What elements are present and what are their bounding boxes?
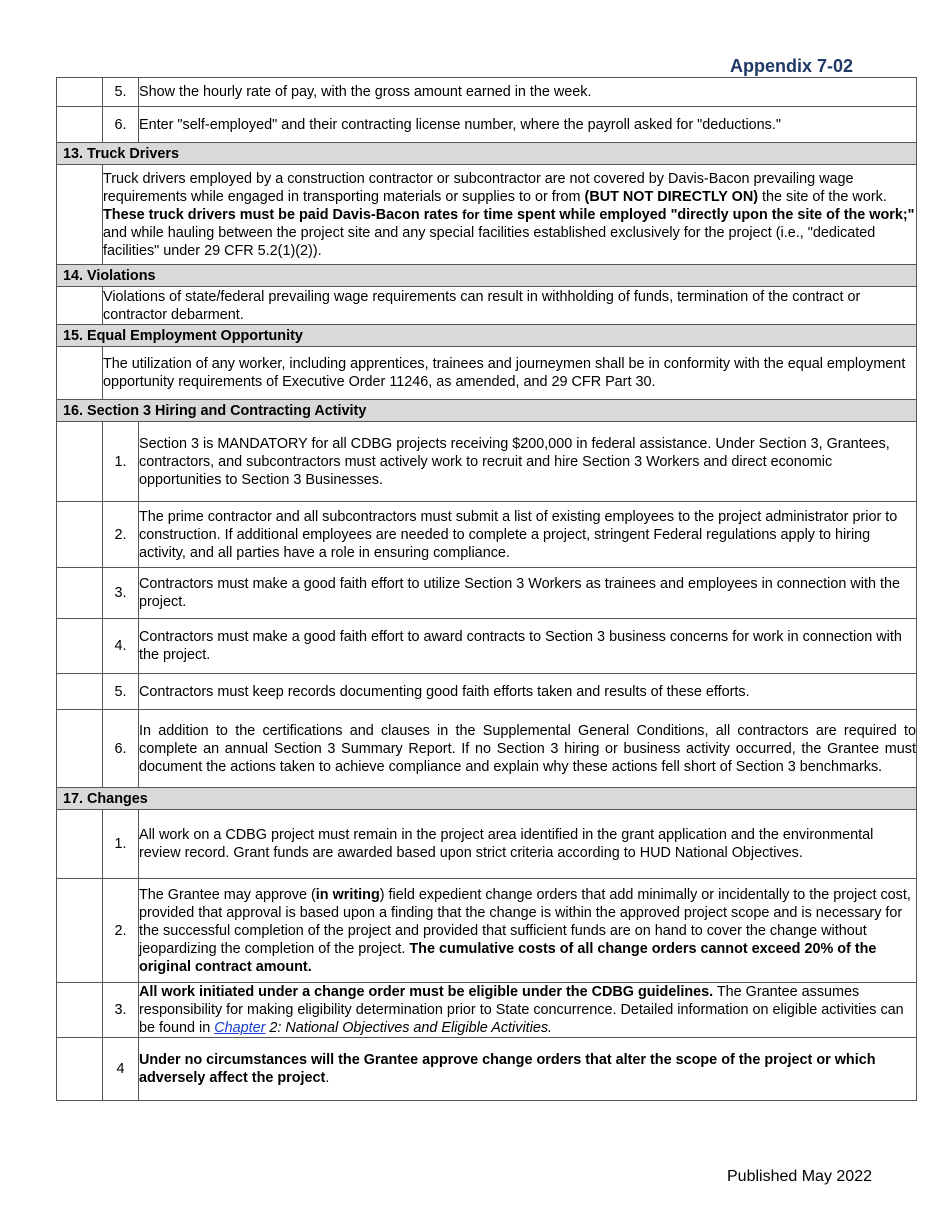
section-text: The utilization of any worker, including apprentices, trainees and journeymen shall be in conformity with the equal employment opportunity requirements of Executive Order 11246, as amended, and 29 CFR Part 30. <box>103 347 917 400</box>
table-row <box>57 879 917 983</box>
section-title: 16. Section 3 Hiring and Contracting Activity <box>57 400 917 422</box>
item-number: 6. <box>103 710 139 788</box>
table-row <box>57 165 917 265</box>
appendix-label: Appendix 7-02 <box>729 56 853 76</box>
section-title: 14. Violations <box>57 265 917 287</box>
section-header <box>57 788 917 810</box>
table-row <box>57 619 917 674</box>
table-row <box>57 674 917 710</box>
table-row <box>57 287 917 325</box>
table-row <box>57 710 917 788</box>
published-date: Published May 2022 <box>727 1168 872 1185</box>
chapter-link[interactable]: Chapter <box>214 1020 266 1036</box>
item-number: 5. <box>103 674 139 710</box>
section-header <box>57 143 917 165</box>
item-text: The Grantee may approve (in writing) field expedient change orders that add minimally or incidentally to the project cost, provided that approval is based upon a finding that the change is within the approved project scope and is necessary for the successful completion of the project and provided that sufficient funds are on hand to cover the change without jeopardizing the completion of the project. The cumulative costs of all change orders cannot exceed 20% of the original contract amount. <box>139 879 917 983</box>
guidance-table <box>56 77 917 1101</box>
item-text: The prime contractor and all subcontractors must submit a list of existing employees to the project administrator prior to construction. If additional employees are needed to complete a project, stringent Federal regulations apply to hiring activity, and all parties have a role in ensuring compliance. <box>139 502 917 568</box>
item-text: Under no circumstances will the Grantee approve change orders that alter the scope of the project or which adversely affect the project. <box>139 1038 917 1101</box>
section-title: 15. Equal Employment Opportunity <box>57 325 917 347</box>
item-text: In addition to the certifications and clauses in the Supplemental General Conditions, all contractors are required to complete an annual Section 3 Summary Report. If no Section 3 hiring or business activity occurred, the Grantee must document the actions taken to achieve compliance and explain why these actions fell short of Section 3 benchmarks. <box>139 710 917 788</box>
table-row <box>57 422 917 502</box>
item-number: 5. <box>103 78 139 107</box>
item-number: 2. <box>103 879 139 983</box>
item-number: 1. <box>103 422 139 502</box>
item-number: 1. <box>103 810 139 879</box>
section-header <box>57 400 917 422</box>
table-row <box>57 810 917 879</box>
item-text: Enter "self-employed" and their contracting license number, where the payroll asked for "deductions." <box>139 107 917 143</box>
item-text: Contractors must make a good faith effort to award contracts to Section 3 business concerns for work in connection with the project. <box>139 619 917 674</box>
table-row <box>57 568 917 619</box>
section-text: Violations of state/federal prevailing wage requirements can result in withholding of funds, termination of the contract or contractor debarment. <box>103 287 917 325</box>
table-row <box>57 107 917 143</box>
section-header <box>57 265 917 287</box>
table-row <box>57 983 917 1038</box>
item-text: Section 3 is MANDATORY for all CDBG projects receiving $200,000 in federal assistance. Under Section 3, Grantees, contractors, and subcontractors must actively work to recruit and hire Section 3 Workers and direct economic opportunities to Section 3 Businesses. <box>139 422 917 502</box>
table-row <box>57 502 917 568</box>
item-number: 3. <box>103 983 139 1038</box>
table-row <box>57 78 917 107</box>
item-text: All work initiated under a change order must be eligible under the CDBG guidelines. The Grantee assumes responsibility for making eligibility determination prior to State concurrence. Detailed information on eligible activities can be found in Chapter 2: National Objectives and Eligible Activities. <box>139 983 917 1038</box>
item-number: 4 <box>103 1038 139 1101</box>
item-text: Contractors must make a good faith effort to utilize Section 3 Workers as trainees and employees in connection with the project. <box>139 568 917 619</box>
section-title: 17. Changes <box>57 788 917 810</box>
section-header <box>57 325 917 347</box>
section-title: 13. Truck Drivers <box>57 143 917 165</box>
item-number: 6. <box>103 107 139 143</box>
item-text: Show the hourly rate of pay, with the gross amount earned in the week. <box>139 78 917 107</box>
table-row <box>57 1038 917 1101</box>
item-text: Contractors must keep records documenting good faith efforts taken and results of these efforts. <box>139 674 917 710</box>
item-number: 3. <box>103 568 139 619</box>
section-text: Truck drivers employed by a construction contractor or subcontractor are not covered by Davis-Bacon prevailing wage requirements while engaged in transporting materials or supplies to or from (BUT NOT DIRECTLY ON) the site of the work. These truck drivers must be paid Davis-Bacon rates for time spent while employed "directly upon the site of the work;" and while hauling between the project site and any special facilities established exclusively for the project (i.e., "dedicated facilities" under 29 CFR 5.2(1)(2)). <box>103 165 917 265</box>
item-number: 4. <box>103 619 139 674</box>
item-number: 2. <box>103 502 139 568</box>
item-text: All work on a CDBG project must remain in the project area identified in the grant application and the environmental review record. Grant funds are awarded based upon strict criteria according to HUD National Objectives. <box>139 810 917 879</box>
table-row <box>57 347 917 400</box>
